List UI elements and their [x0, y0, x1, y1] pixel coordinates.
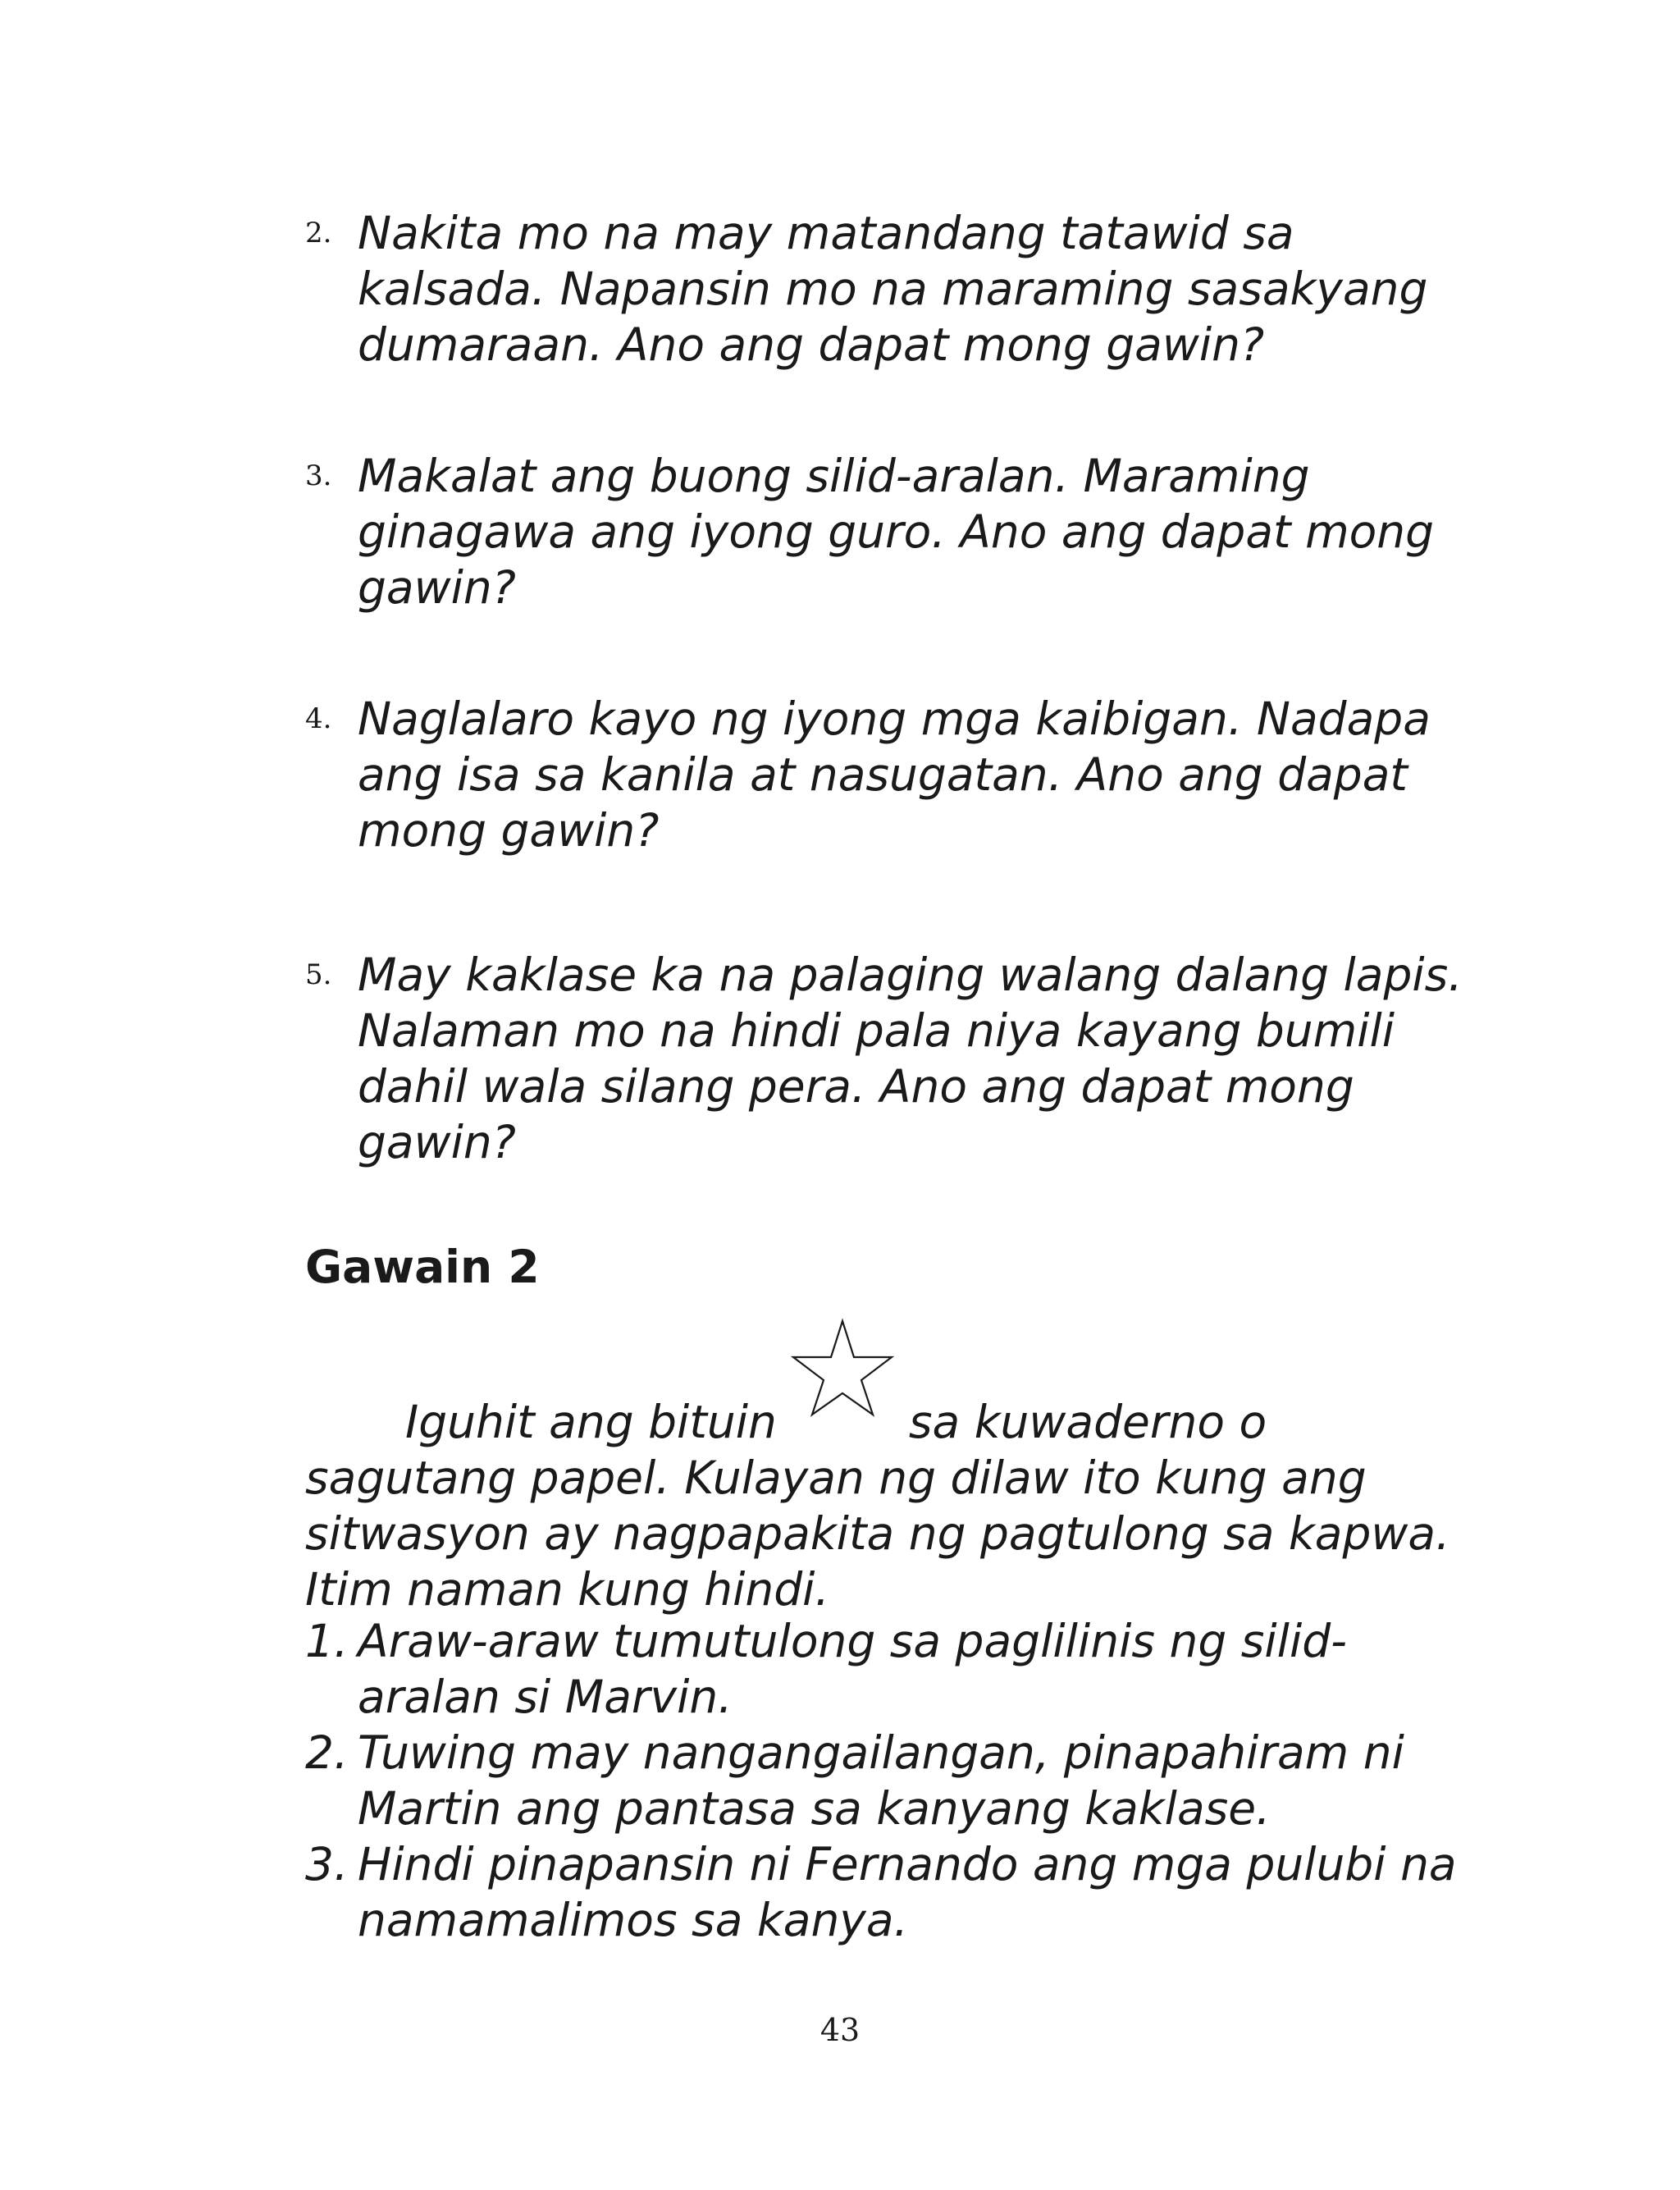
question-number: 4.	[305, 702, 332, 735]
question-text: Naglalaro kayo ng iyong mga kaibigan. Nadapa ang isa sa kanila at nasugatan. Ano ang dapat mong gawin?	[358, 693, 1431, 857]
instruction-text-before: Iguhit ang bituin	[405, 1396, 777, 1448]
situation-text: Araw-araw tumutulong sa paglilinis ng silid-aralan si Marvin.	[358, 1615, 1347, 1723]
question-number: 2.	[305, 217, 332, 249]
instruction-paragraph	[305, 1351, 1470, 1617]
instruction-text-after: sa kuwaderno o sagutang papel. Kulayan ng dilaw ito kung ang sitwasyon ay nagpapakita ng pagtulong sa kapwa. Itim naman kung hindi.	[305, 1396, 1450, 1616]
question-text: May kaklase ka na palaging walang dalang lapis. Nalaman mo na hindi pala niya kayang bumili dahil wala silang pera. Ano ang dapat mong gawin?	[358, 949, 1463, 1168]
situation-number: 2.	[305, 1726, 349, 1779]
question-number: 3.	[305, 459, 332, 492]
situation-text: Hindi pinapansin ni Fernando ang mga pulubi na namamalimos sa kanya.	[358, 1838, 1457, 1946]
section-heading: Gawain 2	[305, 1241, 540, 1293]
star-outline-icon	[791, 1351, 894, 1416]
question-number: 5.	[305, 958, 332, 991]
question-text: Nakita mo na may matandang tatawid sa kalsada. Napansin mo na maraming sasakyang dumaraan. Ano ang dapat mong gawin?	[358, 207, 1428, 371]
question-text: Makalat ang buong silid-aralan. Maraming ginagawa ang iyong guro. Ano ang dapat mong gawin?	[358, 450, 1435, 614]
situation-text: Tuwing may nangangailangan, pinapahiram ni Martin ang pantasa sa kanyang kaklase.	[358, 1726, 1404, 1835]
situation-number: 3.	[305, 1838, 349, 1891]
situation-number: 1.	[305, 1615, 349, 1667]
page-number: 43	[819, 2012, 861, 2048]
